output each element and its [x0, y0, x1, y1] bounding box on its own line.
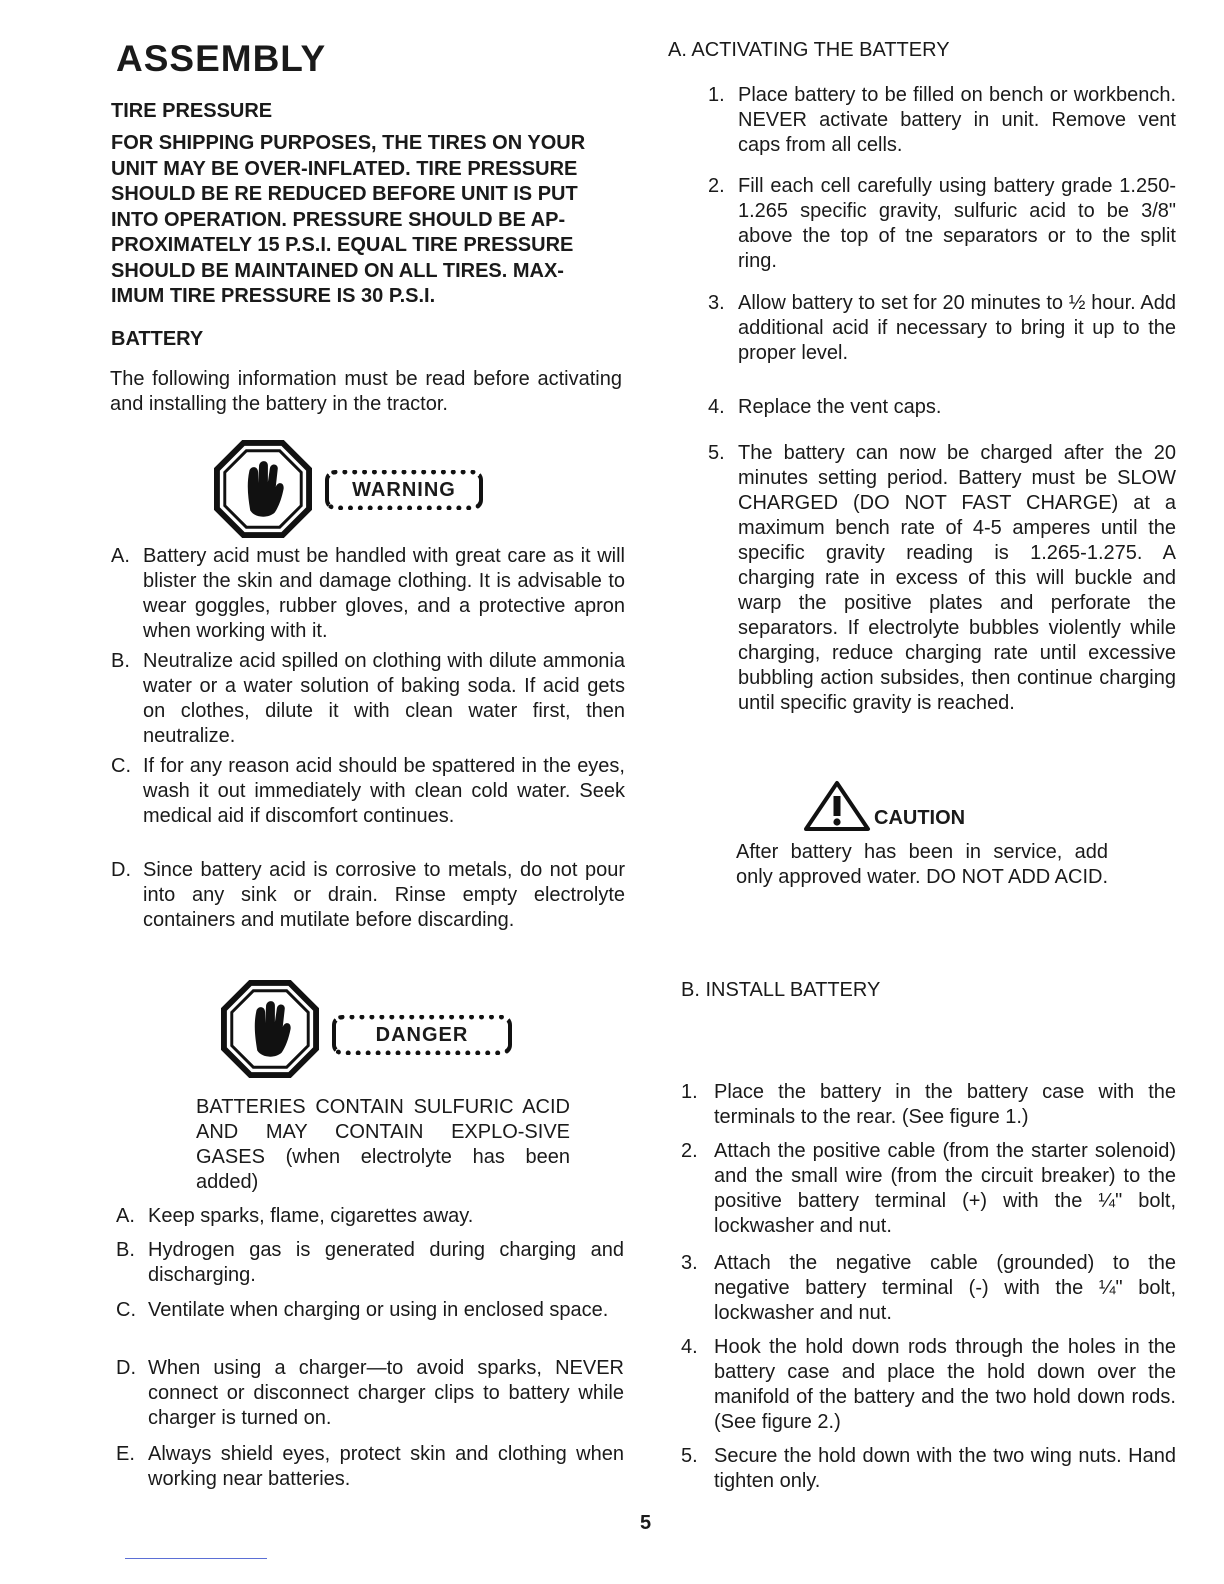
activating-step: 5. The battery can now be charged after the 20 minutes setting period. Battery must be SLOW CHARGED (DO NOT FAST CHARGE) at a maximum bench rate of 4-5 amperes until the specific gravity reading is 1.265-1.275. A charging rate in excess of this will buckle and warp the positive plates and perforate the separators. If electrolyte bubbles violently while charging, reduce charging rate until excessive bubbling action subsides, then continue charging until specific gravity is reached.: [708, 442, 1176, 714]
battery-intro: The following information must be read before activating and installing the battery in the tractor.: [110, 368, 622, 415]
caution-label: CAUTION: [874, 807, 966, 829]
install-step: 4. Hook the hold down rods through the holes in the battery case and place the hold down over the manifold of the battery and the two hold down rods. (See figure 2.): [681, 1336, 1176, 1433]
install-title: B. INSTALL BATTERY: [681, 979, 881, 1001]
tire-line: SHOULD BE MAINTAINED ON ALL TIRES. MAX-: [111, 259, 564, 282]
tire-line: FOR SHIPPING PURPOSES, THE TIRES ON YOUR: [111, 132, 586, 154]
hand-stop-icon: [221, 980, 319, 1078]
hand-stop-icon: [214, 440, 312, 538]
tire-line: PROXIMATELY 15 P.S.I. EQUAL TIRE PRESSURE: [111, 234, 574, 256]
warning-badge: WARNING: [325, 470, 483, 510]
install-step: 2. Attach the positive cable (from the starter solenoid) and the small wire (from the circuit breaker) to the positive battery terminal (+) with the ¼" bolt, lockwasher and nut.: [681, 1140, 1176, 1237]
danger-statement: BATTERIES CONTAIN SULFURIC ACID AND MAY CONTAIN EXPLO-SIVE GASES (when electrolyte has been added): [196, 1096, 570, 1193]
danger-item: D. When using a charger—to avoid sparks, NEVER connect or disconnect charger clips to battery while charger is turned on.: [116, 1357, 624, 1429]
tire-pressure-notice: [111, 131, 619, 310]
page-number: 5: [640, 1512, 652, 1534]
danger-badge: DANGER: [332, 1015, 512, 1055]
warning-item: D. Since battery acid is corrosive to metals, do not pour into any sink or drain. Rinse empty electrolyte containers and mutilate before discarding.: [111, 859, 625, 931]
caution-text: After battery has been in service, add only approved water. DO NOT ADD ACID.: [736, 841, 1109, 888]
activating-step: 4. Replace the vent caps.: [708, 396, 942, 418]
warning-item: B. Neutralize acid spilled on clothing with dilute ammonia water or a water solution of baking soda. If acid gets on clothes, dilute it with clean water first, then neutralize.: [111, 650, 625, 747]
danger-item: E. Always shield eyes, protect skin and clothing when working near batteries.: [116, 1443, 624, 1490]
danger-item: A. Keep sparks, flame, cigarettes away.: [116, 1205, 474, 1227]
danger-item: C. Ventilate when charging or using in enclosed space.: [116, 1299, 609, 1321]
footer-rule: [125, 1558, 267, 1559]
activating-title: A. ACTIVATING THE BATTERY: [668, 39, 950, 61]
install-step: 5. Secure the hold down with the two wing nuts. Hand tighten only.: [681, 1445, 1176, 1492]
tire-pressure-title: TIRE PRESSURE: [111, 100, 273, 122]
activating-step: 2. Fill each cell carefully using battery grade 1.250-1.265 specific gravity, sulfuric acid to be 3/8" above the top of tne separators or to the split ring.: [708, 175, 1176, 272]
battery-title: BATTERY: [111, 328, 204, 350]
warning-item: C. If for any reason acid should be spattered in the eyes, wash it out immediately with clean cold water. Seek medical aid if discomfort continues.: [111, 755, 625, 827]
tire-line: INTO OPERATION. PRESSURE SHOULD BE AP-: [111, 208, 566, 231]
tire-line: SHOULD BE RE REDUCED BEFORE UNIT IS PUT: [111, 183, 578, 205]
activating-step: 1. Place battery to be filled on bench or workbench. NEVER activate battery in unit. Remove vent caps from all cells.: [708, 84, 1176, 156]
install-step: 3. Attach the negative cable (grounded) to the negative battery terminal (-) with the ¼" bolt, lockwasher and nut.: [681, 1252, 1176, 1324]
danger-item: B. Hydrogen gas is generated during charging and discharging.: [116, 1239, 624, 1286]
warning-item: A. Battery acid must be handled with great care as it will blister the skin and damage clothing. It is advisable to wear goggles, rubber gloves, and a protective apron when working with it.: [111, 545, 625, 642]
tire-line: UNIT MAY BE OVER-INFLATED. TIRE PRESSURE: [111, 157, 578, 180]
caution-triangle-icon: [803, 780, 871, 832]
activating-step: 3. Allow battery to set for 20 minutes to ½ hour. Add additional acid if necessary to bring it up to the proper level.: [708, 292, 1176, 364]
install-step: 1. Place the battery in the battery case with the terminals to the rear. (See figure 1.): [681, 1081, 1176, 1128]
tire-line: IMUM TIRE PRESSURE IS 30 P.S.I.: [111, 285, 436, 307]
page-title: ASSEMBLY: [116, 38, 327, 79]
